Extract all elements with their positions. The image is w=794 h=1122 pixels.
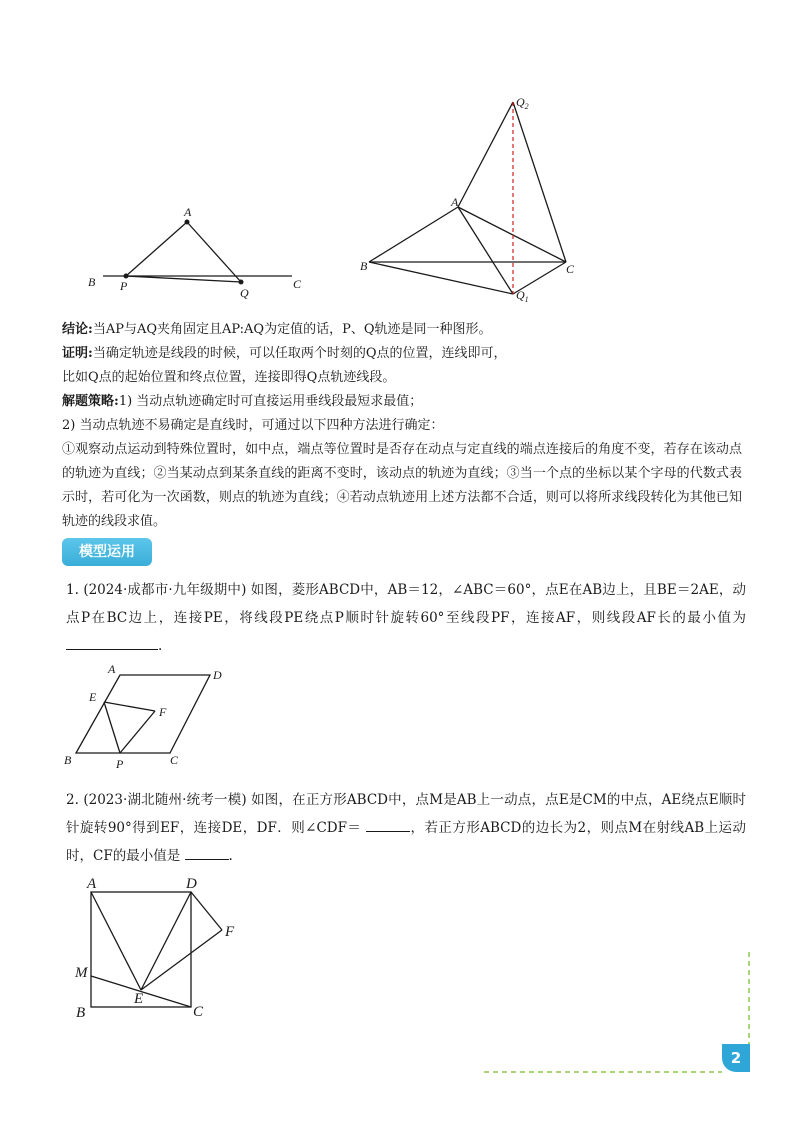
segment-pf: [120, 711, 155, 753]
question-1-text: 1. (2024·成都市·九年级期中) 如图，菱形ABCD中，AB＝12，∠ABC＝60°，点E在AB边上，且BE＝2AE，动点P在BC边上，连接PE，将线段PE绕点P顺时针旋转60°至线段PF，连接AF，则线段AF长的最小值为: [66, 582, 746, 626]
footer-decoration: [484, 952, 749, 1072]
conclusion-label: 结论:: [62, 322, 93, 337]
label-d: D: [213, 668, 222, 682]
label-a: A: [184, 205, 192, 219]
segment-ep: [104, 702, 120, 753]
label-q: Q: [240, 286, 249, 300]
label-c: C: [566, 262, 575, 276]
strategy-line-1: [62, 390, 742, 414]
segment-ae: [91, 892, 141, 990]
proof-line-1: [62, 342, 742, 366]
label-d: D: [186, 876, 197, 892]
question-1-end: .: [158, 638, 163, 654]
strategy-methods-paragraph: ①观察动点运动到特殊位置时，如中点，端点等位置时是否存在动点与定直线的端点连接后的角度不变，若存在该动点的轨迹为直线；②当某动点到某条直线的距离不变时，该动点的轨迹为直线；③当一个点的坐标以某个字母的代数式表示时，若可化为一次函数，则点的轨迹为直线；④若动点轨迹用上述方法都不合适，则可以将所求线段转化为其他已知轨迹的线段求值。: [62, 442, 742, 529]
segment-aq2: [458, 102, 513, 207]
section-tag: 模型运用: [62, 538, 152, 566]
figure-4: [74, 876, 235, 1021]
strategy-line-2: 2) 当动点轨迹不易确定是直线时，可通过以下四种方法进行确定：: [62, 418, 444, 433]
label-b: B: [88, 275, 96, 289]
figure-3: [64, 662, 222, 771]
strategy-label: 解题策略:: [62, 394, 119, 409]
segment-pq: [126, 276, 241, 282]
question-2-text-1: 2. (2023·湖北随州·统考一模) 如图，在正方形ABCD中，点M是AB上一动点，点E是CM的中点，AE绕点E顺时针旋转90°得到EF，连接DE，DF．则∠CDF＝: [66, 792, 746, 836]
point-q: [239, 280, 244, 285]
question-2-text-2: ，若正方形ABCD的边长为2，则点M在射线AB上运动时，CF的最小值是: [66, 820, 746, 864]
segment-aq: [187, 222, 241, 282]
label-c: C: [170, 753, 179, 767]
figure-1: [88, 205, 302, 300]
figure-2: [360, 95, 575, 304]
point-a: [185, 220, 190, 225]
label-c: C: [293, 277, 302, 291]
label-e: E: [134, 991, 144, 1007]
question-2: [66, 786, 746, 870]
label-p: P: [116, 757, 124, 771]
segment-ap: [126, 222, 187, 276]
label-f: F: [225, 924, 235, 940]
conclusion-line: [62, 318, 742, 342]
question-1: [66, 576, 746, 660]
label-a: A: [108, 662, 116, 676]
page-number: 2: [722, 1044, 750, 1072]
label-e: E: [89, 690, 97, 704]
segment-aq1: [458, 207, 513, 294]
proof-text-1: 当确定轨迹是线段的时候，可以任取两个时刻的Q点的位置，连线即可，: [92, 346, 507, 361]
proof-label: 证明:: [62, 346, 93, 361]
answer-blank-2b[interactable]: [185, 845, 229, 860]
question-2-end: .: [228, 848, 233, 864]
segment-bq1: [369, 262, 513, 294]
label-f: F: [159, 705, 167, 719]
rhombus-abcd: [76, 675, 210, 753]
proof-line-2: 比如Q点的起始位置和终点位置，连接即得Q点轨迹线段。: [62, 370, 396, 385]
label-b: B: [64, 753, 72, 767]
segment-ef: [104, 702, 155, 711]
segment-df: [191, 892, 222, 930]
answer-blank-2a[interactable]: [366, 817, 410, 832]
label-q1: $Q_1$: [516, 288, 529, 304]
label-b: B: [360, 259, 368, 273]
segment-ef: [141, 930, 222, 990]
point-p: [124, 274, 129, 279]
segment-ba: [369, 207, 458, 262]
answer-blank-1[interactable]: [66, 635, 158, 650]
label-a: A: [87, 876, 97, 892]
label-q2: $Q_2$: [516, 95, 529, 111]
segment-ac: [458, 207, 566, 262]
label-p: P: [120, 279, 128, 293]
label-m: M: [75, 965, 88, 981]
conclusion-text: 当AP与AQ夹角固定且AP:AQ为定值的话，P、Q轨迹是同一种图形。: [92, 322, 492, 337]
segment-q2c: [513, 102, 566, 262]
label-a: A: [451, 195, 459, 209]
label-b: B: [76, 1005, 86, 1021]
segment-de: [141, 892, 191, 990]
strategy-text-1: 1) 当动点轨迹确定时可直接运用垂线段最短求最值；: [118, 394, 423, 409]
label-c: C: [193, 1004, 204, 1020]
